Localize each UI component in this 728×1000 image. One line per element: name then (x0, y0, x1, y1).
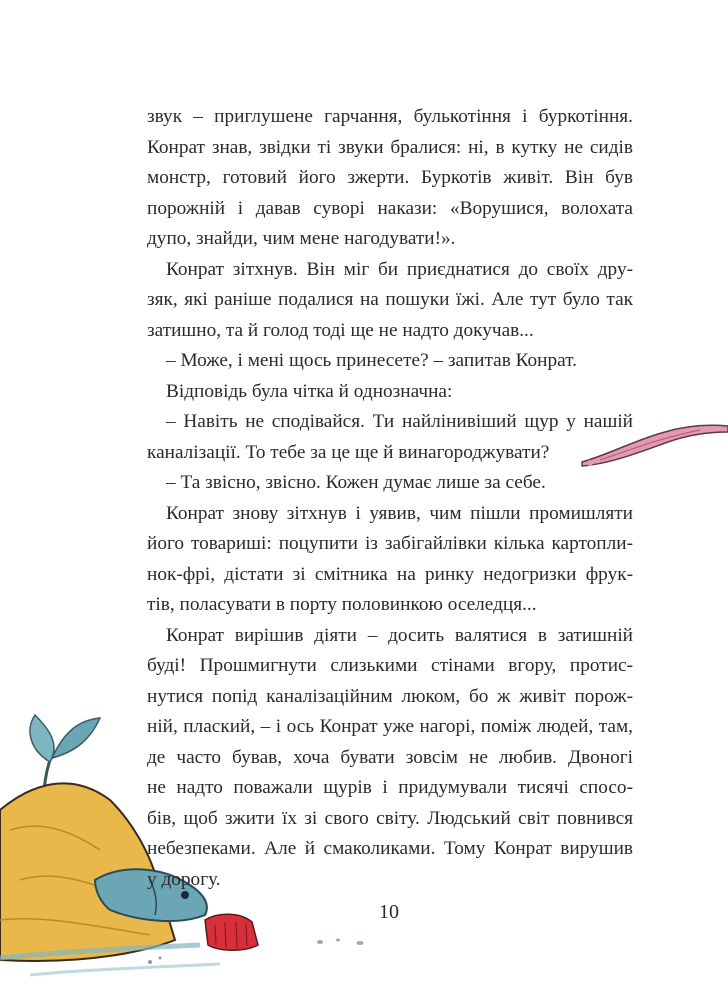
text-line: ній, плаский, – і ось Конрат уже нагорі, поміж людей, там, (147, 716, 633, 737)
text-line: його товариші: поцупити із забігайлівки кілька картопли- (147, 533, 633, 554)
text-line: каналізації. То тебе за це ще й винагороджувати? (147, 441, 550, 463)
dialogue-line: – Навіть не сподівайся. Ти найлінивіший щур у нашій (166, 411, 633, 432)
pebbles-decoration (310, 930, 390, 950)
text-line: бів, щоб зжити їх зі свого світу. Людський світ повнився (147, 807, 633, 829)
text-line: зяк, які раніше подалися на пошуки їжі. Але тут було так (147, 289, 633, 310)
text-line: Відповідь була чітка й однозначна: (166, 380, 453, 402)
text-line: нок-фрі, дістати зі смітника на ринку недогризки фрук- (147, 563, 633, 585)
text-line: нутися попід каналізаційним люком, бо ж живіт порож- (147, 685, 633, 707)
text-line: у дорогу. (147, 868, 221, 890)
text-line: затишно, та й голод тоді ще не надто докучав... (147, 319, 534, 341)
text-line: порожній і давав суворі накази: «Ворушися, волохата (147, 197, 633, 219)
text-line: Конрат знову зітхнув і уявив, чим пішли промишляти (166, 502, 633, 524)
text-line: звук – приглушене гарчання, булькотіння і буркотіння. (147, 106, 633, 127)
text-line: не надто поважали щурів і придумували тисячі спосо- (147, 777, 633, 798)
dialogue-line: – Може, і мені щось принесете? – запитав Конрат. (166, 350, 577, 371)
text-line: тів, поласувати в порту половинкою оселедця... (147, 594, 537, 615)
text-line: буді! Прошмигнути слизькими стінами вгору, протис- (147, 655, 633, 676)
text-line: Конрат знав, звідки ті звуки бралися: ні, в кутку не сидів (147, 136, 633, 158)
dialogue-line: – Та звісно, звісно. Кожен думає лише за себе. (166, 472, 546, 493)
text-line: дупо, знайди, чим мене нагодувати!». (147, 228, 456, 249)
text-line: Конрат вирішив діяти – досить валятися в затишній (166, 624, 633, 646)
text-line: де часто бував, хоча бувати зовсім не любив. Двоногі (147, 746, 633, 768)
page-number: 10 (379, 901, 399, 923)
text-line: монстр, готовий його зжерти. Буркотів живіт. Він був (147, 167, 633, 188)
text-line: небезпеками. Але й смаколиками. Тому Конрат вирушив (147, 838, 633, 859)
text-line: Конрат зітхнув. Він міг би приєднатися до своїх дру- (166, 258, 633, 280)
body-text (147, 102, 633, 895)
